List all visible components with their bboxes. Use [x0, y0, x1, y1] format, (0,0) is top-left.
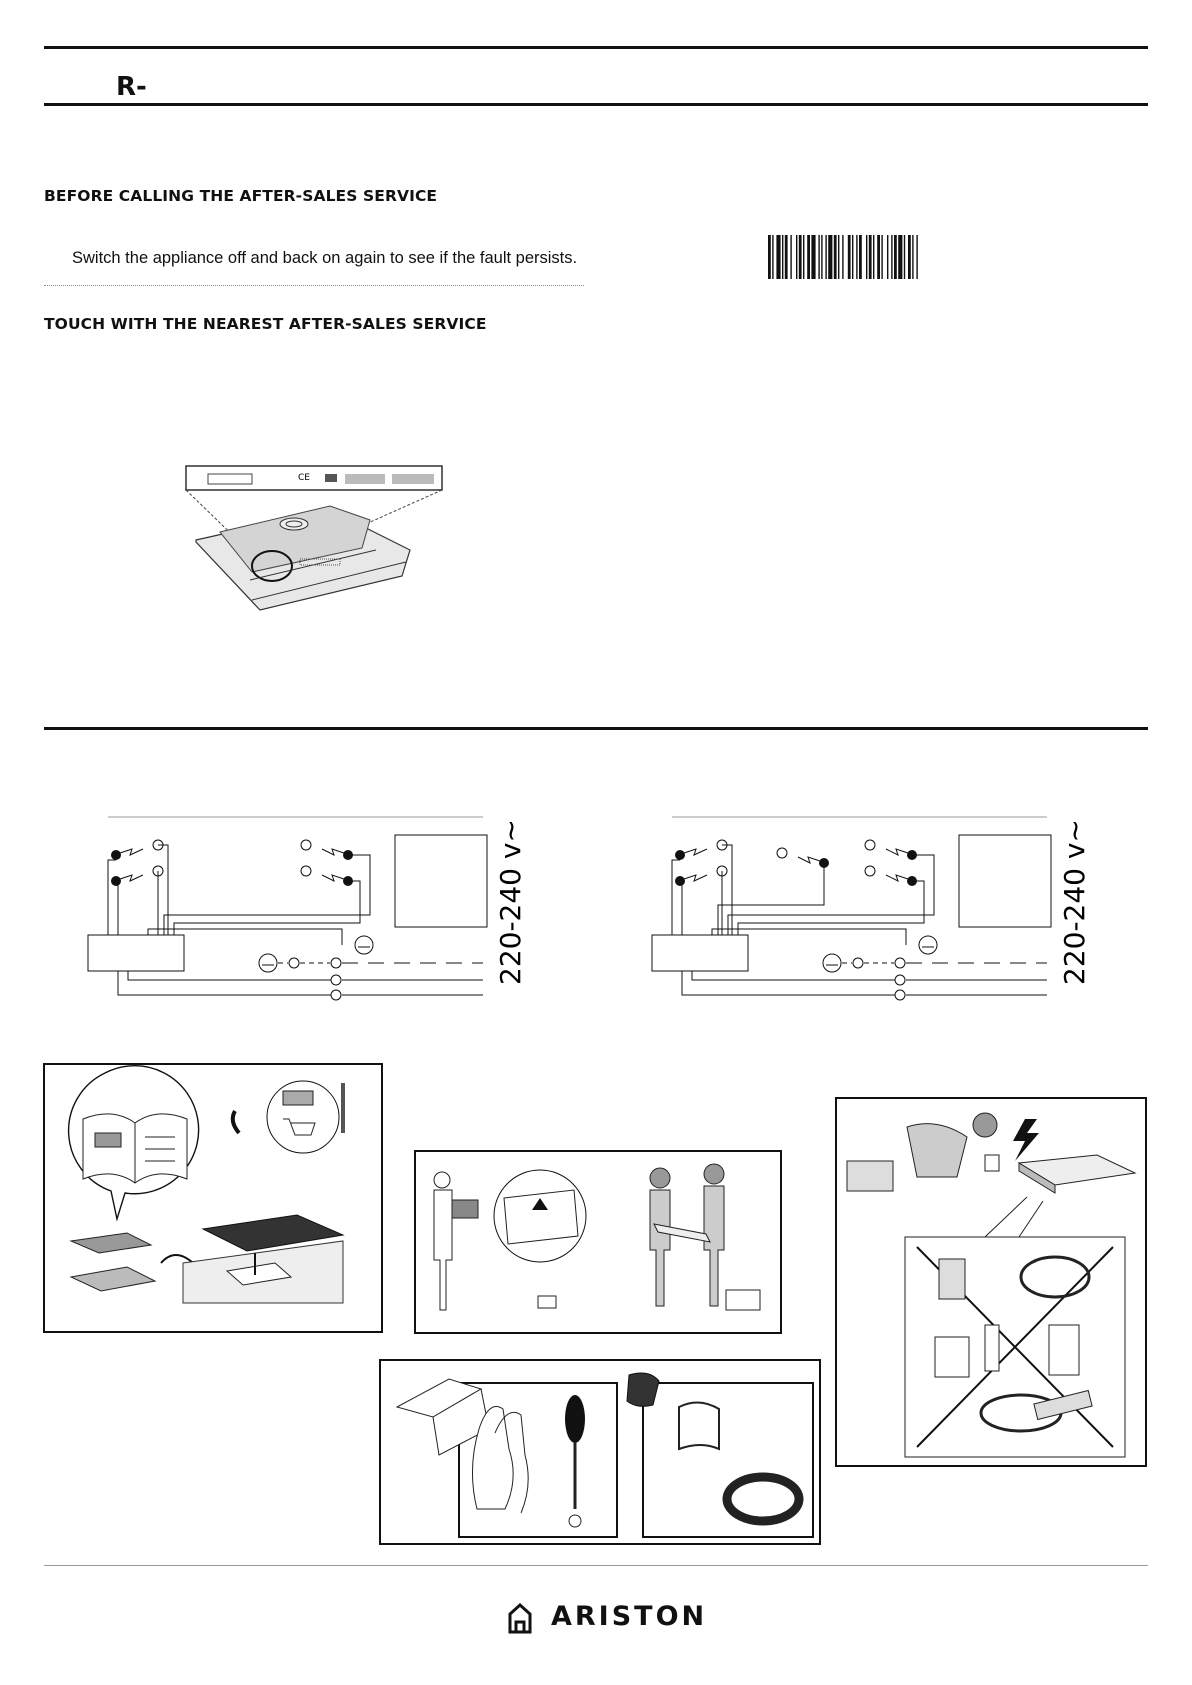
footer-rule — [44, 1565, 1148, 1566]
brand-name: ARISTON — [551, 1601, 708, 1632]
wiring-diagram-left — [88, 805, 558, 995]
dotted-divider — [44, 285, 584, 286]
restart-instruction: Switch the appliance off and back on again to see if the fault persists. — [72, 249, 578, 267]
tools-illustration — [379, 1359, 821, 1545]
voltage-label-right: 220-240 v~ — [1058, 819, 1091, 985]
ce-mark: CE — [298, 473, 310, 483]
section-code: R- — [116, 72, 147, 102]
mid-rule — [44, 727, 1148, 730]
barcode — [768, 235, 1046, 279]
installers-illustration — [414, 1150, 782, 1334]
unpacking-illustration — [43, 1063, 383, 1333]
header-rule — [44, 103, 1148, 106]
voltage-label-left: 220-240 v~ — [494, 819, 527, 985]
touch-service-heading: TOUCH WITH THE NEAREST AFTER-SALES SERVICE — [44, 315, 487, 333]
electrical-warning-illustration — [835, 1097, 1147, 1467]
rating-plate-illustration — [180, 462, 450, 622]
before-calling-heading: BEFORE CALLING THE AFTER-SALES SERVICE — [44, 187, 438, 205]
top-rule — [44, 46, 1148, 49]
wiring-diagram-right — [652, 805, 1122, 995]
house-icon — [507, 1602, 533, 1634]
